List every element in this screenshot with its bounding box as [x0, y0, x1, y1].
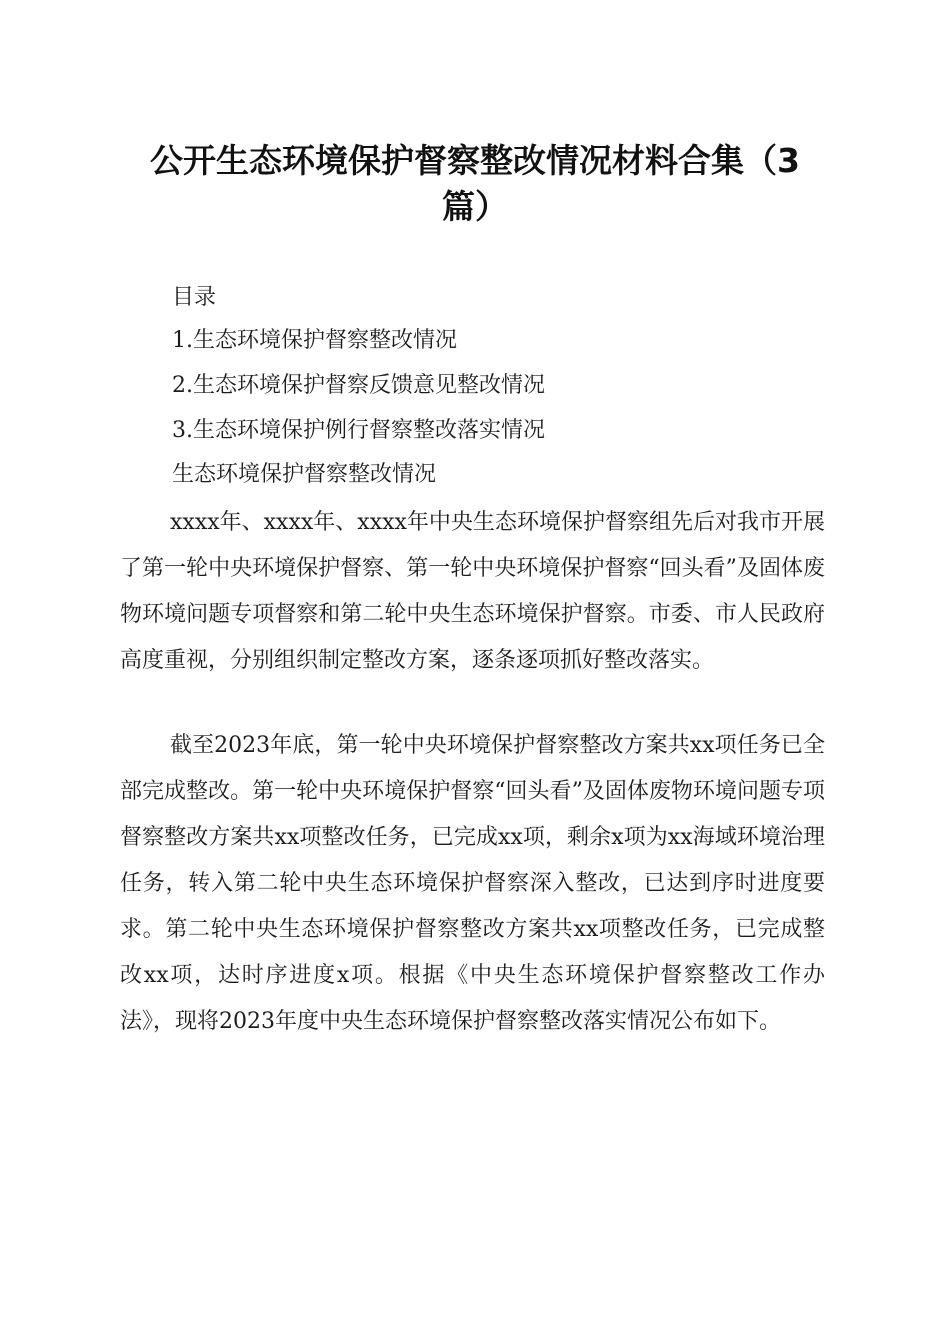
- title-line-1: 公开生态环境保护督察整改情况材料合集（3: [150, 141, 800, 180]
- section-heading: 生态环境保护督察整改情况: [172, 462, 437, 487]
- body-paragraph-2: 截至2023年底，第一轮中央环境保护督察整改方案共xx项任务已全部完成整改。第一轮中央环境保护督察“回头看”及固体废物环境问题专项督察整改方案共xx项整改任务，已完成xx项，剩余x项为xx海域环境治理任务，转入第二轮中央生态环境保护督察深入整改，已达到序时进度要求。第二轮中央生态环境保护督察整改方案共xx项整改任务，已完成整改xx项，达时序进度x项。根据《中央生态环境保护督察整改工作办法》，现将2023年度中央生态环境保护督察整改落实情况公布如下。: [120, 733, 825, 1034]
- toc-heading: 目录: [172, 285, 217, 310]
- body-paragraph-1: xxxx年、xxxx年、xxxx年中央生态环境保护督察组先后对我市开展了第一轮中央环境保护督察、第一轮中央环境保护督察“回头看”及固体废物环境问题专项督察和第二轮中央生态环境保护督察。市委、市人民政府高度重视，分别组织制定整改方案，逐条逐项抓好整改落实。: [120, 510, 825, 673]
- toc-item-1: 1.生态环境保护督察整改情况: [172, 328, 457, 353]
- toc-item-3: 3.生态环境保护例行督察整改落实情况: [172, 418, 545, 443]
- document-title: [120, 138, 830, 230]
- title-line-2: 篇）: [442, 187, 508, 226]
- toc-item-2: 2.生态环境保护督察反馈意见整改情况: [172, 373, 545, 398]
